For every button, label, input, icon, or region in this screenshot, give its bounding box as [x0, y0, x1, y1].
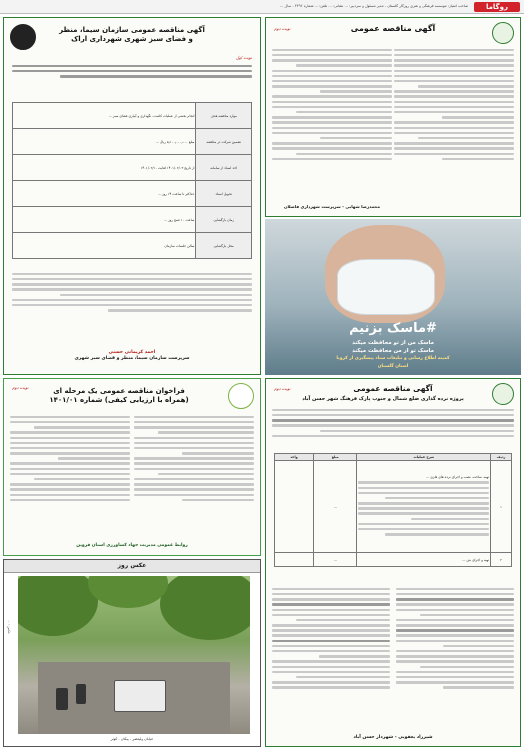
row-number: ۱	[491, 461, 512, 553]
arak-ad-ribbon: نوبت اول	[235, 55, 252, 60]
table-row	[13, 103, 252, 129]
fazelan-ad-title: آگهی مناقصه عمومی	[350, 24, 436, 33]
masthead-meta: صاحب امتیاز: موسسه فرهنگی و هنری روزگار گلستان - مدیر مسئول و سردبیر: ... نشانی: ... تلفن: ... شماره ۴۳۹۶ - سال ...	[279, 4, 468, 8]
row-desc: تهیه، ساخت، نصب و اجرای نرده های فلزی ...	[357, 461, 491, 553]
fazelan-tender-ad	[265, 17, 521, 217]
qazvin-title-line1: فراخوان مناقصه عمومی یک مرحله ای	[53, 387, 185, 395]
arak-ad-title-line1: آگهی مناقصه عمومی سازمان سیما، منظر	[59, 26, 205, 34]
hasanabad-ad-ribbon: نوبت دوم	[274, 386, 291, 391]
table-row	[275, 553, 512, 567]
col-amount: مبلغ	[313, 454, 356, 461]
arak-ad-table	[12, 102, 252, 264]
hasanabad-ad-signature: شیرزاد یعقوبی - شهردار حسن آباد	[353, 735, 433, 740]
table-row	[275, 461, 512, 553]
col-desc: شرح عملیات	[357, 454, 491, 461]
qazvin-ad-ribbon: نوبت دوم	[12, 385, 29, 390]
arak-ad-title-line2: و فضای سبز شهری شهرداری اراک	[71, 35, 193, 44]
row-number: ۲	[491, 553, 512, 567]
hasanabad-tender-ad	[265, 378, 521, 747]
row-amount: ...	[313, 553, 356, 567]
hasanabad-col-left	[272, 585, 390, 733]
mask-line-4: استان گلستان	[377, 364, 409, 369]
masthead-bar	[0, 0, 524, 14]
photo-of-day	[3, 559, 261, 747]
table-row	[13, 233, 252, 259]
table-label-cell: تضمین شرکت در مناقصه	[196, 129, 252, 155]
qazvin-title-line2: (همراه با ارزیابی کیفی) شماره ۱۴۰۱/۰۱	[49, 396, 189, 405]
table-value-cell: انجام بخشی از عملیات کاشت، نگهداری و آبیاری فضای سبز ...	[13, 103, 196, 129]
photo-caption: خیابان ولیعصر - پیکان - کوثر	[110, 737, 154, 741]
agriculture-emblem-icon	[228, 383, 254, 409]
table-value-cell: حداکثر تا ساعت ۱۴ روز ...	[13, 181, 196, 207]
photo-heading: عکس روز	[4, 560, 260, 573]
fazelan-col-left	[272, 46, 392, 198]
arak-signer-role: سرپرست سازمان سیما، منظر و فضای سبز شهری	[74, 356, 190, 362]
arak-emblem-icon	[10, 24, 36, 50]
col-unit: واحد	[275, 454, 314, 461]
row-desc: تهیه و اجرای بتن ...	[357, 553, 491, 567]
table-value-cell: از تاریخ ۱۴۰۱/۰۲/۰۳ لغایت ۱۴۰۱/۰۲/۱۰	[13, 155, 196, 181]
mask-line-1: ماسک من از تو محافظت میکند	[352, 340, 434, 346]
street-photo	[18, 576, 250, 734]
arak-ad-signature	[12, 350, 252, 363]
arak-ad-title	[40, 26, 224, 45]
mask-line-3: کمیته اطلاع رسانی و تبلیغات ستاد پیشگیری از کرونا	[336, 356, 450, 361]
table-row	[13, 129, 252, 155]
hasanabad-emblem-icon	[492, 383, 514, 405]
qazvin-col-right	[134, 413, 254, 539]
arak-ad-body	[12, 270, 252, 346]
table-label-cell: تحویل اسناد	[196, 181, 252, 207]
hasanabad-ad-subtitle: پروژه نرده گذاری ضلع شمال و جنوب پارک فرهنگ شهر حسن آباد	[302, 396, 464, 402]
col-row: ردیف	[491, 454, 512, 461]
qazvin-ad-title	[14, 387, 224, 406]
fazelan-emblem-icon	[492, 22, 514, 44]
table-label-cell: زمان بازگشایی	[196, 207, 252, 233]
qazvin-tender-ad	[3, 378, 261, 556]
hasanabad-intro	[272, 406, 514, 450]
fazelan-ad-signature: محمدرضا شهابی - سرپرست شهرداری فاضلان	[283, 204, 381, 209]
mask-headline: #ماسک بزنیم	[349, 321, 437, 336]
table-label-cell: موارد مناقصه هدف	[196, 103, 252, 129]
fazelan-col-right	[394, 46, 514, 198]
hasanabad-col-right	[396, 585, 514, 733]
table-row	[13, 155, 252, 181]
row-amount: ...	[313, 461, 356, 553]
photo-credit: عکس : ...	[7, 620, 11, 634]
car-illustration	[114, 680, 166, 712]
table-label-cell: محل بازگشایی	[196, 233, 252, 259]
table-label-cell: اخذ اسناد از سامانه	[196, 155, 252, 181]
arak-signer-name: احمد کریمانی حسنی	[108, 350, 156, 355]
face-mask-illustration	[337, 259, 435, 315]
arak-ad-intro	[12, 62, 252, 100]
mask-line-2: ماسک تو از من محافظت میکند	[352, 348, 434, 354]
hasanabad-table	[274, 453, 512, 581]
table-row	[13, 181, 252, 207]
table-row	[13, 207, 252, 233]
table-value-cell: مبلغ ۵٫۱۰۰٫۰۰۰٫۰۰۰ ریال ...	[13, 129, 196, 155]
qazvin-ad-signature: روابط عمومی مدیریت جهاد کشاورزی استان قزوین	[76, 543, 188, 548]
fazelan-ad-ribbon: نوبت دوم	[274, 26, 291, 31]
table-value-cell: سالن جلسات سازمان	[13, 233, 196, 259]
motorbike-illustration	[56, 688, 68, 710]
table-value-cell: ساعت ۱۰ صبح روز ...	[13, 207, 196, 233]
arak-tender-ad	[3, 17, 261, 375]
newspaper-logo: روگاما	[474, 2, 520, 12]
qazvin-col-left	[10, 413, 130, 539]
mask-campaign-banner	[265, 219, 521, 375]
hasanabad-ad-title: آگهی مناقصه عمومی	[353, 384, 433, 393]
